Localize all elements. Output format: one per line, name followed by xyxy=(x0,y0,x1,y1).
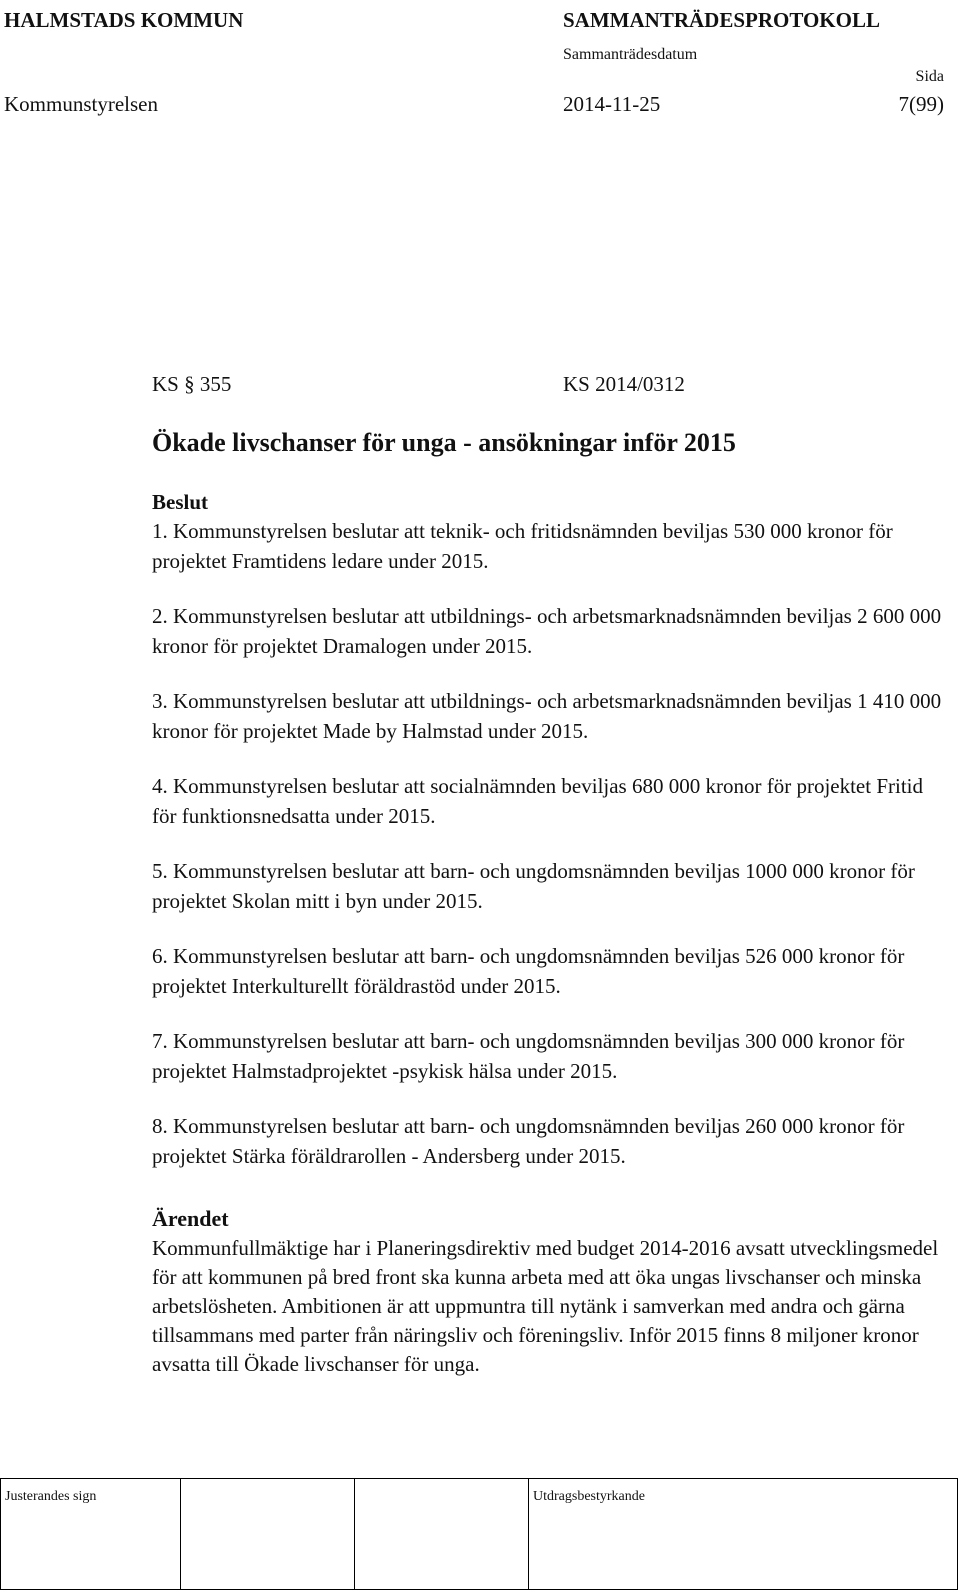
page-number: 7(99) xyxy=(898,92,944,116)
decision-item-4: 4. Kommunstyrelsen beslutar att socialnämnden beviljas 680 000 kronor för projektet Fritid för funktionsnedsatta under 2015. xyxy=(152,774,924,828)
decision-heading: Beslut xyxy=(152,490,209,514)
matter-section xyxy=(152,1204,952,1379)
meeting-date: 2014-11-25 xyxy=(563,92,661,116)
decision-item-1: 1. Kommunstyrelsen beslutar att teknik- och fritidsnämnden beviljas 530 000 kronor för projektet Framtidens ledare under 2015. xyxy=(152,519,893,573)
justerandes-sign-label: Justerandes sign xyxy=(5,1489,97,1504)
case-title: Ökade livschanser för unga - ansökningar inför 2015 xyxy=(152,428,736,457)
ks-paragraph-number: KS § 355 xyxy=(152,372,232,396)
utdragsbestyrkande-cell xyxy=(529,1479,957,1589)
decision-item-7: 7. Kommunstyrelsen beslutar att barn- och ungdomsnämnden beviljas 300 000 kronor för projektet Halmstadprojektet -psykisk hälsa under 2015. xyxy=(152,1029,905,1083)
document-type: SAMMANTRÄDESPROTOKOLL xyxy=(563,8,880,32)
justerandes-sign-cell xyxy=(1,1479,181,1589)
signature-cell-2 xyxy=(181,1479,355,1589)
signature-cell-3 xyxy=(355,1479,529,1589)
decision-section xyxy=(152,488,952,1196)
committee-name: Kommunstyrelsen xyxy=(4,92,158,116)
utdragsbestyrkande-label: Utdragsbestyrkande xyxy=(533,1489,645,1504)
date-label: Sammanträdesdatum xyxy=(563,46,698,63)
diary-number: KS 2014/0312 xyxy=(563,372,685,396)
decision-item-2: 2. Kommunstyrelsen beslutar att utbildnings- och arbetsmarknadsnämnden beviljas 2 600 000 kronor för projektet Dramalogen under 2015. xyxy=(152,604,942,658)
decision-item-8: 8. Kommunstyrelsen beslutar att barn- och ungdomsnämnden beviljas 260 000 kronor för projektet Stärka föräldrarollen - Andersberg under 2015. xyxy=(152,1114,905,1168)
page-label: Sida xyxy=(915,68,944,85)
decision-item-3: 3. Kommunstyrelsen beslutar att utbildnings- och arbetsmarknadsnämnden beviljas 1 410 000 kronor för projektet Made by Halmstad under 2015. xyxy=(152,689,942,743)
signature-box xyxy=(0,1478,958,1590)
decision-item-5: 5. Kommunstyrelsen beslutar att barn- och ungdomsnämnden beviljas 1000 000 kronor för projektet Skolan mitt i byn under 2015. xyxy=(152,859,915,913)
municipality-name: HALMSTADS KOMMUN xyxy=(4,8,244,32)
matter-text: Kommunfullmäktige har i Planeringsdirektiv med budget 2014-2016 avsatt utvecklingsmedel för att kommunen på bred front ska kunna arbeta med att öka ungas livschanser och minska arbetslösheten. Ambitionen är att uppmuntra till nytänk i samverkan med andra och gärna tillsammans med parter från näringsliv och föreningsliv. Inför 2015 finns 8 miljoner kronor avsatta till Ökade livschanser för unga. xyxy=(152,1236,939,1376)
matter-heading: Ärendet xyxy=(152,1206,229,1231)
decision-item-6: 6. Kommunstyrelsen beslutar att barn- och ungdomsnämnden beviljas 526 000 kronor för projektet Interkulturellt föräldrastöd under 2015. xyxy=(152,944,905,998)
